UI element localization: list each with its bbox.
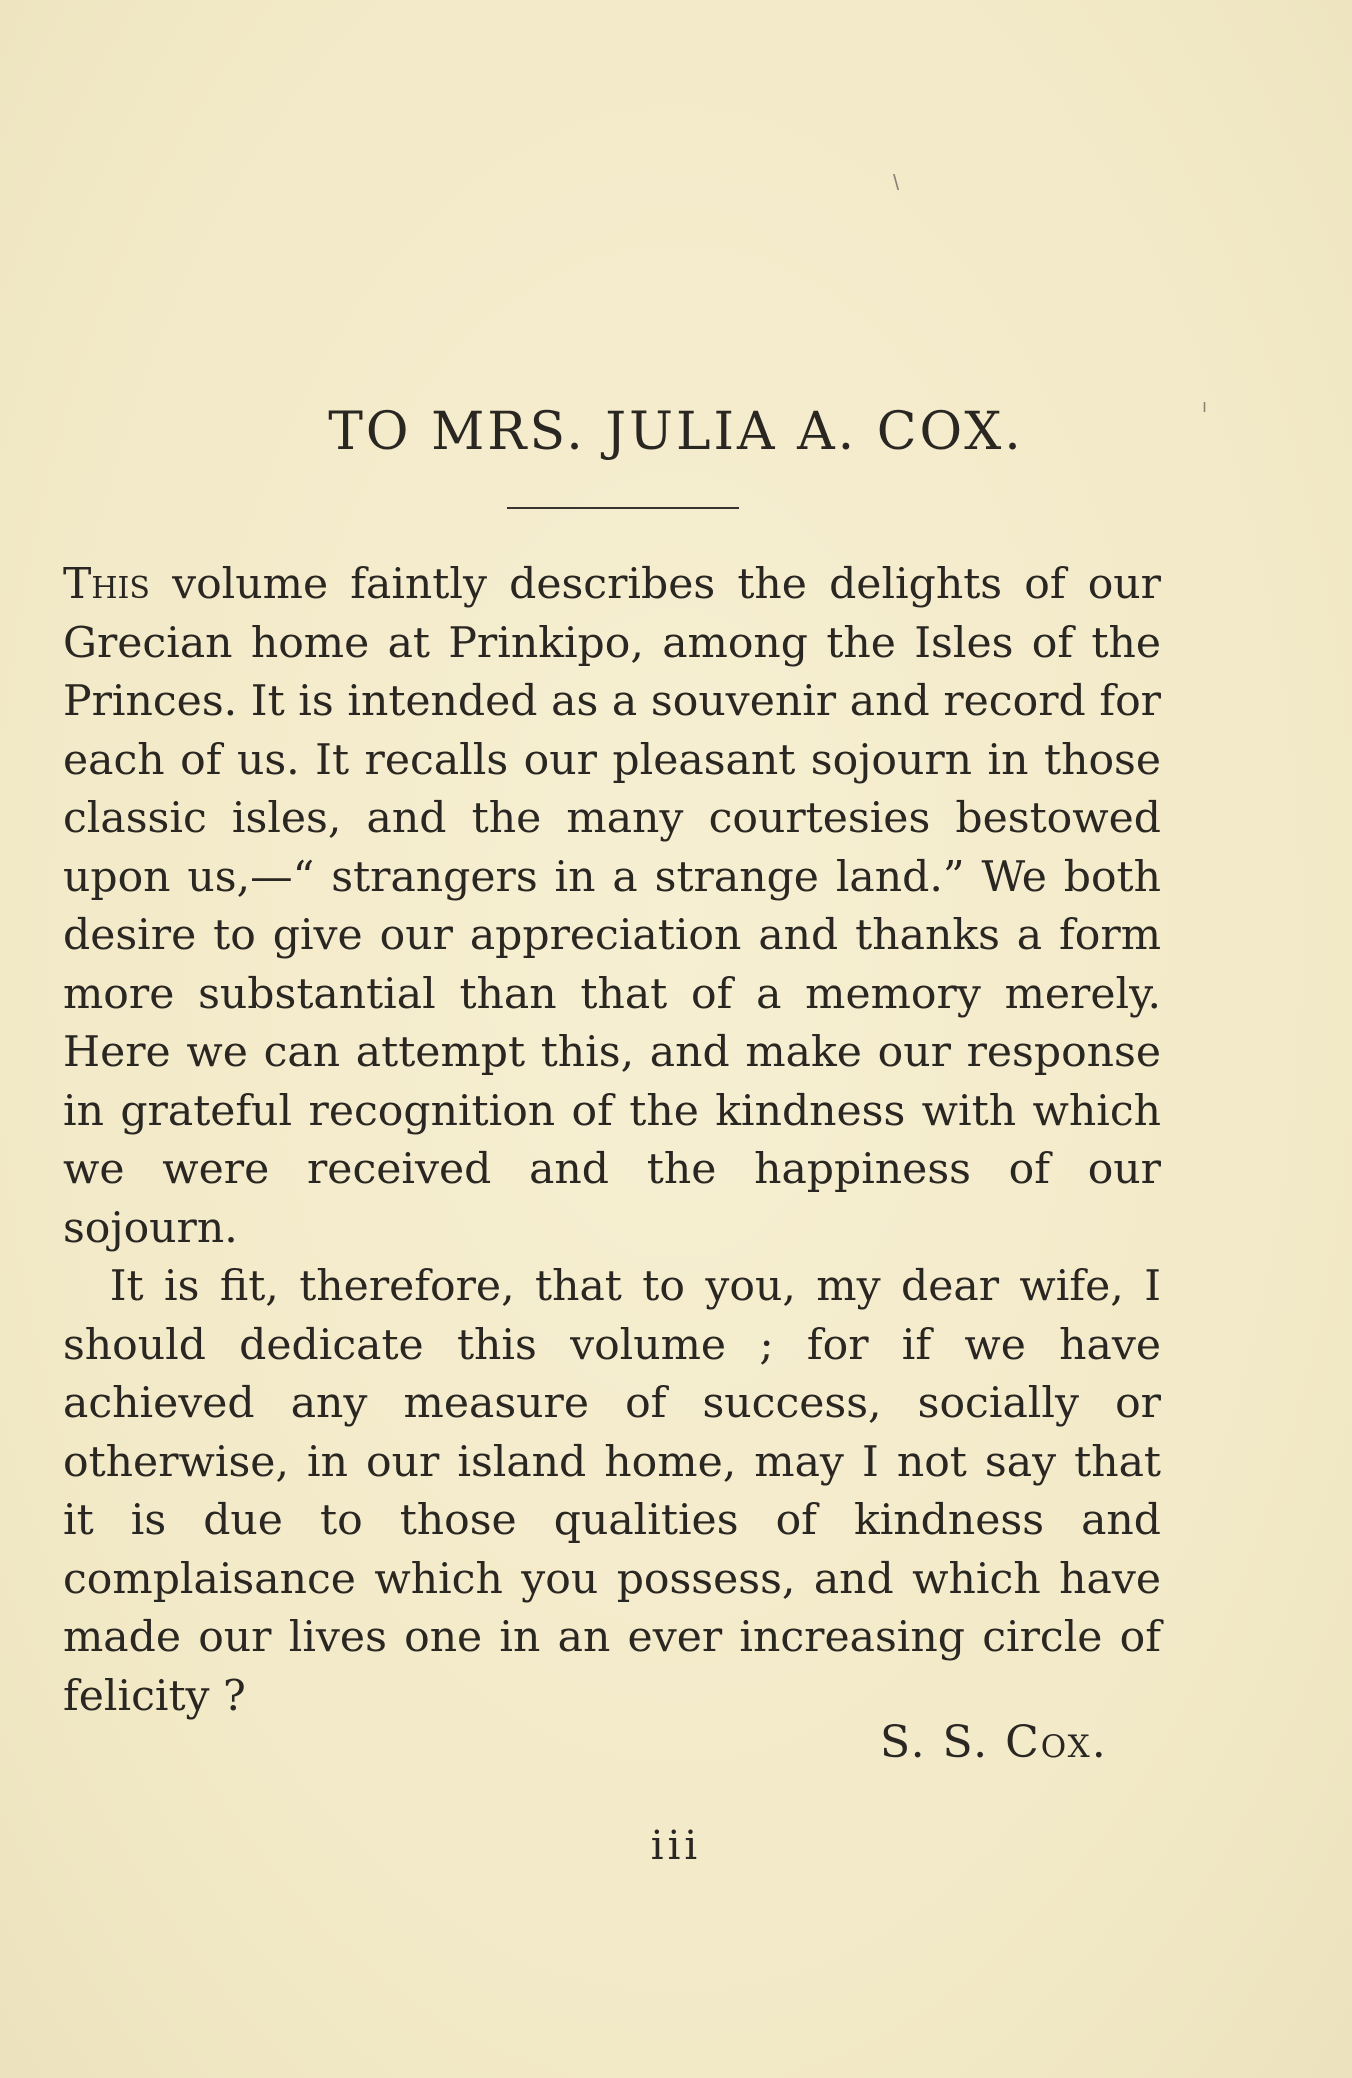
print-speck: \	[893, 170, 900, 195]
page-number: iii	[650, 1823, 702, 1869]
signature: S. S. Cox.	[880, 1717, 1108, 1768]
dedication-paragraph-2: It is fit, therefore, that to you, my dear wife, I should dedicate this volume ; for if we have achieved any measure of success, socially or otherwise, in our island home, may I not say that it is due to those qualities of kindness and complaisance which you possess, and which have made our lives one in an ever increasing circle of felicity ?	[63, 1262, 1161, 1721]
heading-divider	[507, 507, 739, 509]
print-speck: ı	[1202, 396, 1208, 416]
dedication-paragraph-1	[63, 556, 1161, 1258]
dedication-body	[63, 556, 1161, 1726]
paragraph-lead-word: This	[63, 560, 150, 609]
paragraph-1-text: volume faintly describes the delights of our Grecian home at Prinkipo, among the Isles of the Princes. It is intended as a souvenir and record for each of us. It recalls our pleasant sojourn in those classic isles, and the many courtesies bestowed upon us,—“ strangers in a strange land.” We both desire to give our appreciation and thanks a form more substantial than that of a memory merely. Here we can attempt this, and make our response in grateful recognition of the kindness with which we were received and the happiness of our sojourn.	[63, 560, 1161, 1253]
dedication-heading: TO MRS. JULIA A. COX.	[328, 402, 1024, 462]
